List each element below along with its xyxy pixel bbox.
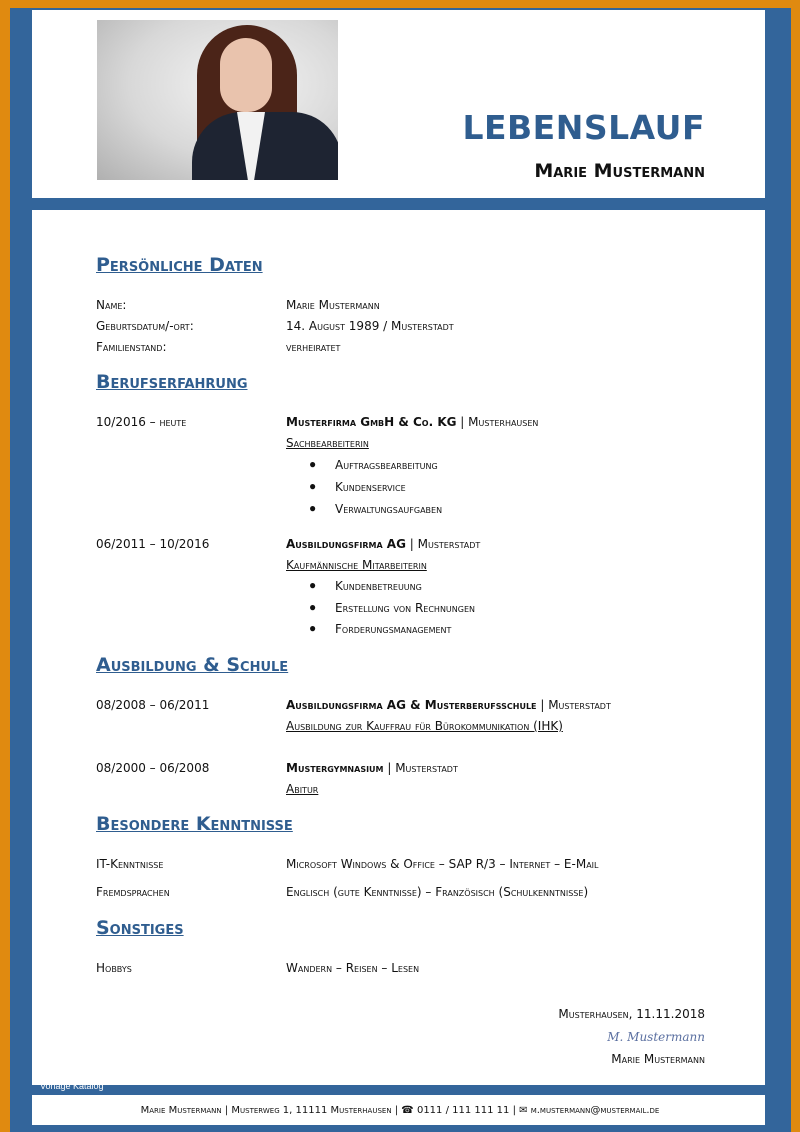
job-location: Musterstadt — [417, 537, 481, 551]
other-label: Hobbys — [96, 961, 132, 975]
section-heading-personal: Persönliche Daten — [96, 254, 263, 276]
personal-value: 14. August 1989 / Musterstadt — [286, 319, 454, 333]
job-task: Kundenbetreuung — [335, 579, 422, 593]
education-degree: Ausbildung zur Kauffrau für Bürokommunikation (IHK) — [286, 719, 563, 733]
education-institution-line: Mustergymnasium | Musterstadt — [286, 761, 458, 775]
education-period: 08/2000 – 06/2008 — [96, 761, 210, 775]
section-heading-experience: Berufserfahrung — [96, 371, 248, 393]
portrait-photo — [97, 20, 338, 180]
envelope-icon: ✉ — [519, 1105, 528, 1116]
bullet-icon: ● — [309, 501, 317, 515]
job-task: Forderungsmanagement — [335, 622, 452, 636]
personal-label: Familienstand: — [96, 340, 167, 354]
personal-value: verheiratet — [286, 340, 341, 354]
bullet-icon: ● — [309, 621, 317, 635]
personal-label: Name: — [96, 298, 127, 312]
job-employer-line: Musterfirma GmbH & Co. KG | Musterhausen — [286, 415, 539, 429]
skill-label: IT-Kenntnisse — [96, 857, 164, 871]
job-period: 10/2016 – heute — [96, 415, 187, 429]
job-task: Verwaltungsaufgaben — [335, 502, 443, 516]
footer-email[interactable]: m.mustermann@mustermail.de — [530, 1105, 660, 1116]
job-task: Erstellung von Rechnungen — [335, 601, 476, 615]
section-heading-education: Ausbildung & Schule — [96, 654, 289, 676]
footer-contact: Marie Mustermann | Musterweg 1, 11111 Musterhausen | ☎ 0111 / 111 111 11 | ✉ m.mustermann@mustermail.de — [140, 1105, 660, 1116]
personal-value: Marie Mustermann — [286, 298, 380, 312]
footer-address: Musterweg 1, 11111 Musterhausen — [231, 1105, 392, 1116]
header-panel — [32, 10, 765, 198]
job-role: Sachbearbeiterin — [286, 436, 369, 450]
bullet-icon: ● — [309, 600, 317, 614]
bullet-icon: ● — [309, 457, 317, 471]
job-task: Kundenservice — [335, 480, 406, 494]
job-period: 06/2011 – 10/2016 — [96, 537, 210, 551]
job-employer-line: Ausbildungsfirma AG | Musterstadt — [286, 537, 481, 551]
job-task: Auftragsbearbeitung — [335, 458, 438, 472]
document-title: LEBENSLAUF — [462, 108, 705, 147]
skill-label: Fremdsprachen — [96, 885, 170, 899]
section-heading-skills: Besondere Kenntnisse — [96, 813, 293, 835]
place-date: Musterhausen, 11.11.2018 — [558, 1007, 705, 1021]
education-institution-line: Ausbildungsfirma AG & Musterberufsschule | Musterstadt — [286, 698, 611, 712]
bullet-icon: ● — [309, 578, 317, 592]
job-company: Musterfirma GmbH & Co. KG — [286, 415, 457, 429]
section-heading-other: Sonstiges — [96, 917, 184, 939]
watermark: Vorlage Katalog — [40, 1081, 104, 1091]
skill-value: Microsoft Windows & Office – SAP R/3 – Internet – E-Mail — [286, 857, 599, 871]
job-company: Ausbildungsfirma AG — [286, 537, 406, 551]
skill-value: Englisch (gute Kenntnisse) – Französisch (Schulkenntnisse) — [286, 885, 589, 899]
education-period: 08/2008 – 06/2011 — [96, 698, 210, 712]
personal-label: Geburtsdatum/-ort: — [96, 319, 194, 333]
education-institution: Mustergymnasium — [286, 761, 384, 775]
job-role: Kaufmännische Mitarbeiterin — [286, 558, 427, 572]
signature: M. Mustermann — [607, 1030, 705, 1044]
education-degree: Abitur — [286, 782, 319, 796]
education-location: Musterstadt — [548, 698, 611, 712]
phone-icon: ☎ — [401, 1105, 414, 1116]
applicant-name: Marie Mustermann — [534, 160, 705, 182]
footer-name: Marie Mustermann — [140, 1105, 222, 1116]
other-value: Wandern – Reisen – Lesen — [286, 961, 420, 975]
education-institution: Ausbildungsfirma AG & Musterberufsschule — [286, 698, 537, 712]
job-location: Musterhausen — [468, 415, 539, 429]
education-location: Musterstadt — [395, 761, 458, 775]
bullet-icon: ● — [309, 479, 317, 493]
closing-name: Marie Mustermann — [611, 1052, 705, 1066]
footer-phone: 0111 / 111 111 11 — [416, 1105, 510, 1116]
